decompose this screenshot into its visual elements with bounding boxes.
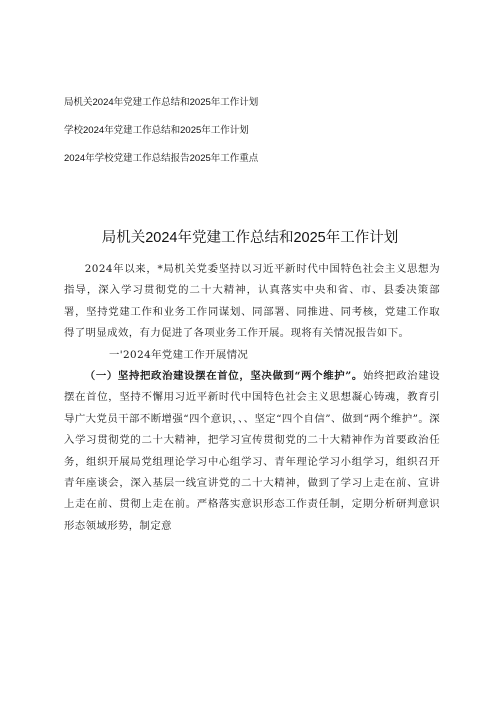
toc-item-bureau-plan[interactable]: 局机关2024年党建工作总结和2025年工作计划 [64,97,259,108]
intro-paragraph: 2024年以来，*局机关党委坚持以习近平新时代中国特色社会主义思想为指导，深入学习贯彻党的二十大精神，认真落实中央和省、市、县委决策部署，坚持党建工作和业务工作同谋划、同部署、同推进、同考核，党建工作取得了明显成效，有力促进了各项业务工作开展。现将有关情况报告如下。 [64,263,440,340]
subsection-body: 始终把政治建设摆在首位，坚持不懈用习近平新时代中国特色社会主义思想凝心铸魂，教育引导广大党员干部不断增强“四个意识，、、坚定“四个自信”、做到“两个维护”。深入学习贯彻党的二十大精神，把学习宣传贯彻党的二十大精神作为首要政治任务，组织开展局党组理论学习中心组学习、青年理论学习小组学习，组织召开青年座谈会，深入基层一线宣讲党的二十大精神，做到了学习上走在前、宣讲上走在前、贯彻上走在前。严格落实意识形态工作责任制，定期分析研判意识形态领域形势，制定意 [64,370,440,532]
subsection-paragraph [64,366,440,537]
toc-item-school-plan[interactable]: 学校2024年党建工作总结和2025年工作计划 [64,125,249,136]
document-body [64,259,440,537]
table-of-contents [64,96,464,180]
toc-item-school-report[interactable]: 2024年学校党建工作总结报告2025年工作重点 [64,153,259,164]
subsection-heading: （一）坚持把政治建设摆在首位，坚决做到“两个维护”。 [84,370,363,383]
section-heading: 一'2024年党建工作开展情况 [109,348,249,361]
document-title: 局机关2024年党建工作总结和2025年工作计划 [101,230,399,246]
